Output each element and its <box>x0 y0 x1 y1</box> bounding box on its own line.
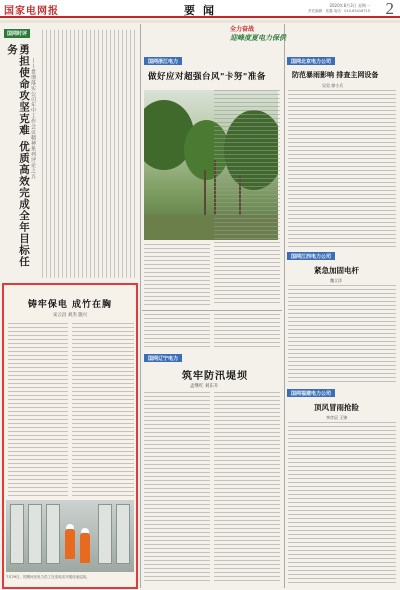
beijing-rubric: 国网北京电力公司 <box>287 57 335 65</box>
zhejiang-headline: 做好应对超强台风"卡努"准备 <box>148 72 266 82</box>
beijing-body <box>288 90 396 248</box>
liaoning-body-col1 <box>144 392 210 584</box>
commentary-body <box>42 30 138 278</box>
jiangxi-headline: 紧急加固电杆 <box>314 266 359 275</box>
zhejiang-body-col1 <box>144 244 210 306</box>
zhejiang-rubric: 国网浙江电力 <box>144 57 182 65</box>
commentary-tag: 国网时评 <box>4 29 30 38</box>
jiangxi-byline: 魏立洋 <box>330 278 342 283</box>
liaoning-byline: 孟继红 刘东升 <box>190 384 219 389</box>
editor-info: 责任编辑：张鑫 电话：010-63416715 <box>308 9 370 13</box>
center-body-top-left <box>144 314 210 350</box>
liaoning-rubric: 国网辽宁电力 <box>144 354 182 362</box>
masthead-divider <box>0 20 400 23</box>
featured-body-col1 <box>8 323 68 499</box>
column-divider-right <box>284 24 285 588</box>
campaign-banner <box>230 24 310 54</box>
fujian-body <box>288 422 396 584</box>
zhejiang-body-col2 <box>214 90 280 306</box>
commentary-subhead: ——贯彻落实公司年中工作会议精神系列评论之五 <box>30 58 36 179</box>
featured-body-col2 <box>72 323 134 499</box>
featured-byline: 宋云昌 刘杰 施兴 <box>52 313 88 318</box>
masthead <box>0 0 400 18</box>
page-number: 2 <box>385 0 394 18</box>
commentary-headline: 勇担使命攻坚克难 优质高效完成全年目标任务 <box>6 44 30 268</box>
beijing-headline: 防范暴雨影响 排查主网设备 <box>292 70 379 79</box>
section-title: 要闻 <box>184 4 222 17</box>
featured-title: 铸牢保电 成竹在胸 <box>27 300 113 310</box>
jiangxi-body <box>288 285 396 385</box>
beijing-byline: 吴昊 徐小兵 <box>322 83 344 88</box>
column-divider-left <box>140 24 141 588</box>
fujian-byline: 李彦辰 王锦 <box>326 415 348 420</box>
center-body-top-right <box>214 314 280 350</box>
fujian-headline: 顶风冒雨抢险 <box>314 403 359 412</box>
photo-caption: 7月29日，国网河北电力员工在变电站开展设备巡视。 <box>6 575 90 579</box>
liaoning-body-col2 <box>214 392 280 584</box>
fujian-rubric: 国网福建电力公司 <box>287 389 335 397</box>
banner-line2: 迎峰度夏电力保供 <box>230 34 286 42</box>
newspaper-logo: 国家电网报 <box>4 6 59 17</box>
issue-date: 2020年8月3日 星期一 <box>329 3 370 8</box>
liaoning-headline: 筑牢防汛堤坝 <box>182 371 248 382</box>
center-divider <box>142 310 282 311</box>
substation-photo <box>6 500 134 572</box>
banner-line1: 全力奋战 <box>230 26 255 33</box>
jiangxi-rubric: 国网江西电力公司 <box>287 252 335 260</box>
